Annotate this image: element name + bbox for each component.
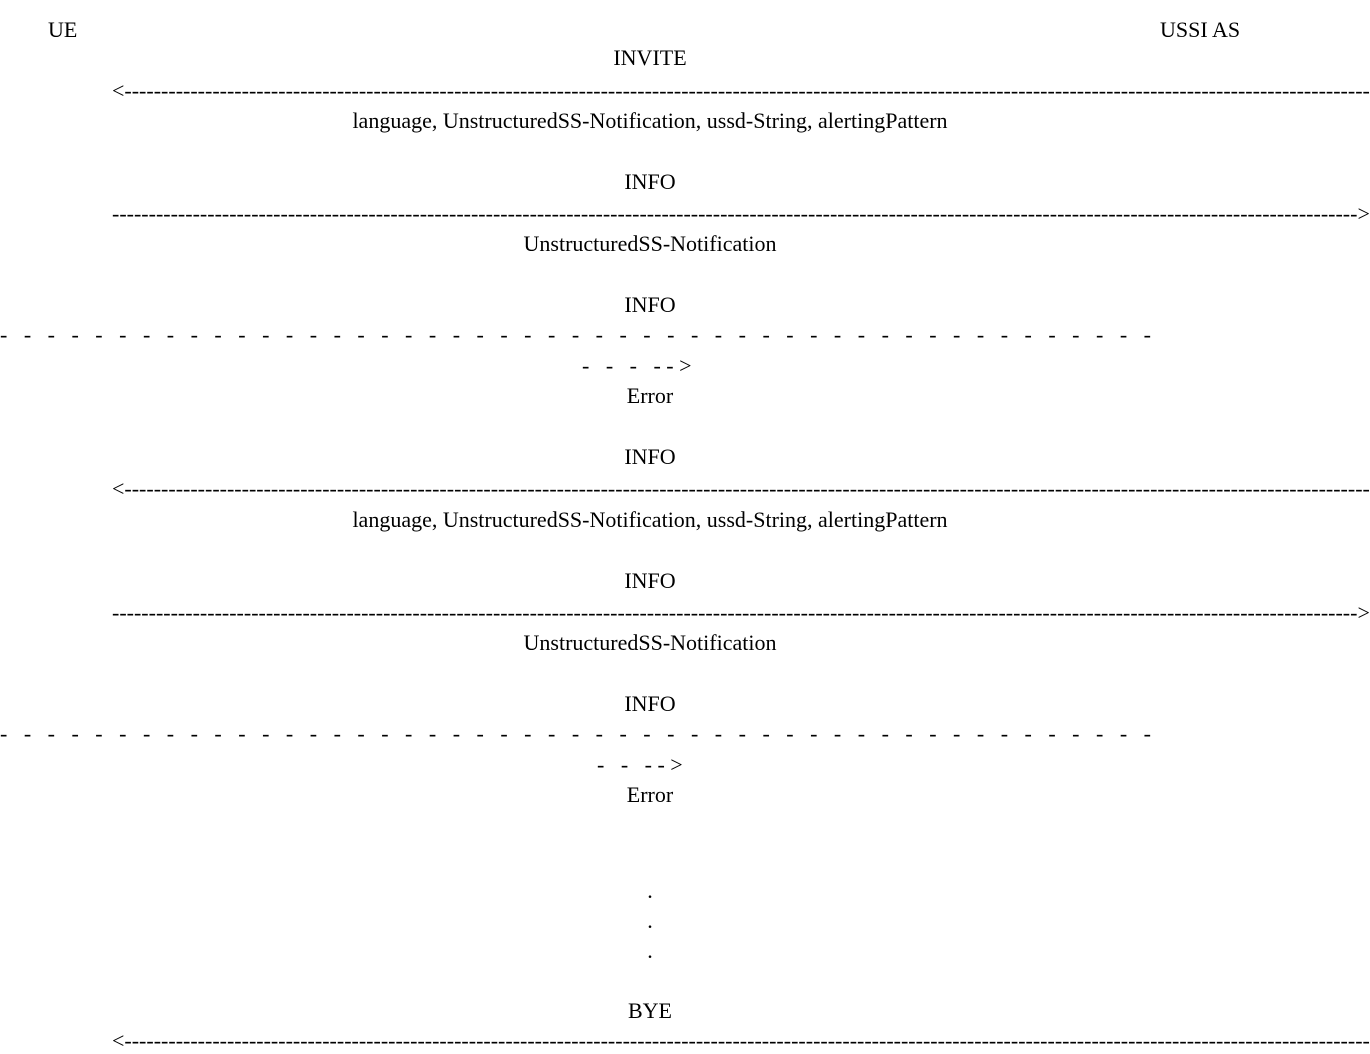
message-6-arrowhead: - - - - >	[597, 752, 683, 777]
message-5-params: UnstructuredSS-Notification	[523, 630, 777, 655]
entity-ussi-as: USSI AS	[1160, 17, 1241, 42]
message-2-arrow: -------------------------------------------------------------------------------------------------------------------------------------------------------------------------->	[112, 201, 1370, 226]
message-5-method: INFO	[624, 568, 676, 593]
message-2-params: UnstructuredSS-Notification	[523, 231, 777, 256]
entity-ue: UE	[48, 17, 78, 42]
message-7-arrow: <--------------------------------------------------------------------------------------------------------------------------------------------------------------------------	[112, 1028, 1370, 1053]
message-1-arrow: <--------------------------------------------------------------------------------------------------------------------------------------------------------------------------	[112, 78, 1370, 103]
message-7-method: BYE	[628, 998, 672, 1023]
message-2-method: INFO	[624, 169, 676, 194]
message-5-arrow: -------------------------------------------------------------------------------------------------------------------------------------------------------------------------->	[112, 600, 1370, 625]
message-3-params: Error	[626, 383, 674, 408]
message-1-params: language, UnstructuredSS-Notification, ussd-String, alertingPattern	[352, 108, 948, 133]
message-6-params: Error	[626, 782, 674, 807]
message-3-dashed-line: - - - - - - - - - - - - - - - - - - - - - - - - - - - - - - - - - - - - - - - - - - - - - - - - -	[0, 322, 1151, 347]
ellipsis-dot-2: .	[647, 908, 653, 933]
message-4-params: language, UnstructuredSS-Notification, ussd-String, alertingPattern	[352, 507, 948, 532]
message-1-method: INVITE	[613, 45, 687, 70]
message-3-method: INFO	[624, 292, 676, 317]
message-4-method: INFO	[624, 444, 676, 469]
message-4-arrow: <--------------------------------------------------------------------------------------------------------------------------------------------------------------------------	[112, 476, 1370, 501]
ellipsis-dot-3: .	[647, 938, 653, 963]
message-6-dashed-line: - - - - - - - - - - - - - - - - - - - - - - - - - - - - - - - - - - - - - - - - - - - - - - - - -	[0, 721, 1151, 746]
ellipsis-dot-1: .	[647, 878, 653, 903]
message-6-method: INFO	[624, 691, 676, 716]
message-3-arrowhead: - - - - - >	[582, 353, 692, 378]
